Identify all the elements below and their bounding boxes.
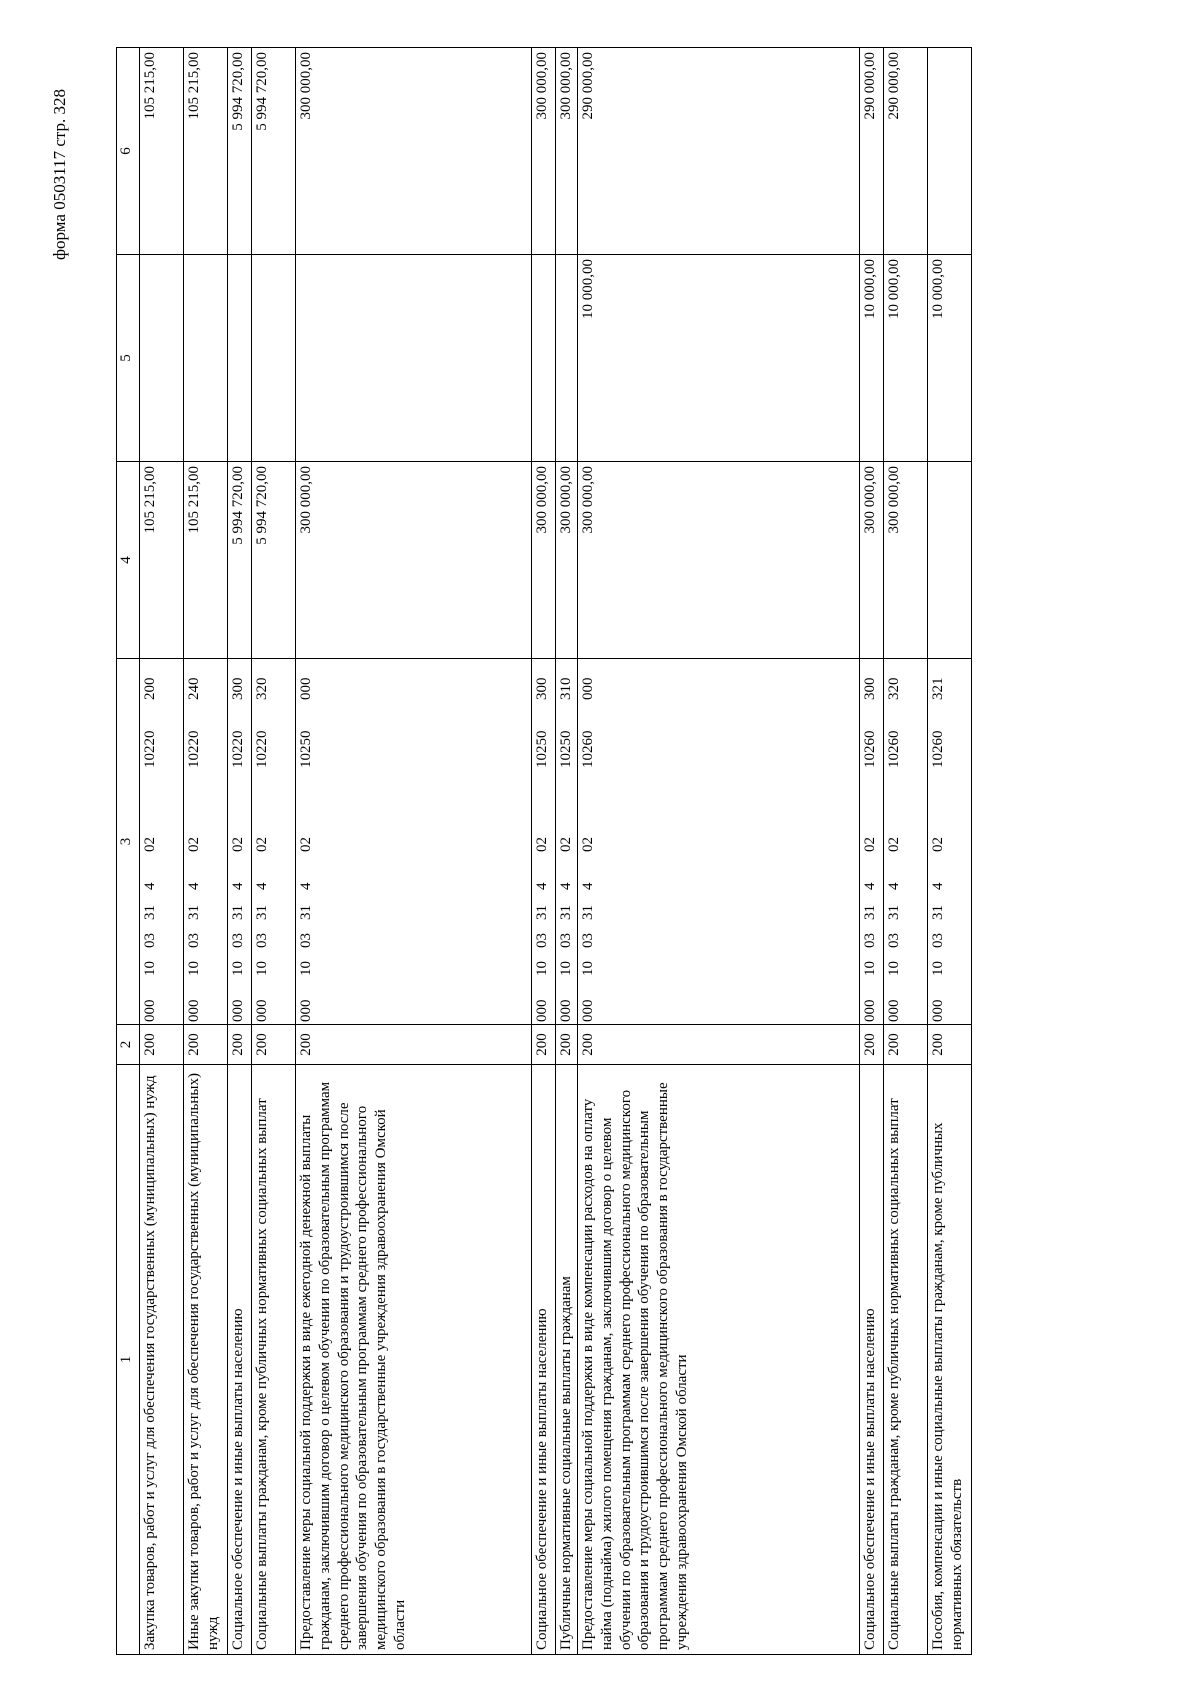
code-segment: 310 (558, 677, 574, 700)
code-segment: 200 (142, 677, 158, 700)
approved-amount: 5 994 720,00 (228, 462, 252, 659)
unexecuted-amount: 105 215,00 (140, 48, 184, 255)
code-segment: 10 (930, 961, 946, 976)
code-segment: 10 (186, 961, 202, 976)
code-segment: 10250 (298, 730, 314, 768)
executed-amount (532, 255, 556, 462)
line-code: 200 (532, 1025, 556, 1065)
code-segments (533, 661, 552, 1022)
code-segment: 4 (930, 882, 946, 890)
line-code: 200 (140, 1025, 184, 1065)
column-number-4: 4 (117, 462, 140, 659)
code-segment: 03 (534, 933, 550, 948)
code-segment: 02 (298, 837, 314, 852)
indicator-name: Пособия, компенсации и иные социальные выплаты гражданам, кроме публичных нормативных обязательств (928, 1065, 972, 1655)
budget-classification-code (296, 659, 532, 1025)
code-segment: 02 (186, 837, 202, 852)
column-number-row (117, 48, 140, 1655)
code-segment: 31 (298, 905, 314, 920)
form-page-header: форма 0503117 стр. 328 (50, 89, 69, 260)
code-segment: 300 (534, 677, 550, 700)
code-segment: 10260 (930, 730, 946, 768)
table-row (184, 48, 228, 1655)
unexecuted-amount: 105 215,00 (184, 48, 228, 255)
unexecuted-amount: 290 000,00 (578, 48, 860, 255)
code-segment: 000 (580, 999, 596, 1022)
unexecuted-amount: 300 000,00 (556, 48, 578, 255)
code-segment: 31 (142, 905, 158, 920)
approved-amount: 300 000,00 (578, 462, 860, 659)
budget-classification-code (578, 659, 860, 1025)
report-sheet (116, 48, 1036, 1655)
code-segment: 10220 (230, 730, 246, 768)
code-segment: 000 (186, 999, 202, 1022)
line-code: 200 (578, 1025, 860, 1065)
code-segment: 320 (254, 677, 270, 700)
code-segment: 31 (862, 905, 878, 920)
approved-amount: 105 215,00 (184, 462, 228, 659)
line-code: 200 (252, 1025, 296, 1065)
code-segment: 000 (558, 999, 574, 1022)
column-number-1: 1 (117, 1065, 140, 1655)
code-segment: 10250 (558, 730, 574, 768)
code-segment: 10 (254, 961, 270, 976)
column-number-6: 6 (117, 48, 140, 255)
code-segment: 31 (930, 905, 946, 920)
code-segment: 000 (254, 999, 270, 1022)
code-segment: 000 (862, 999, 878, 1022)
approved-amount: 105 215,00 (140, 462, 184, 659)
code-segment: 10250 (534, 730, 550, 768)
code-segment: 240 (186, 677, 202, 700)
table-row (296, 48, 532, 1655)
executed-amount (296, 255, 532, 462)
code-segment: 000 (930, 999, 946, 1022)
indicator-name: Социальные выплаты гражданам, кроме публичных нормативных социальных выплат (884, 1065, 928, 1655)
executed-amount (556, 255, 578, 462)
line-code: 200 (556, 1025, 578, 1065)
executed-amount: 10 000,00 (928, 255, 972, 462)
table-row (884, 48, 928, 1655)
table-row (228, 48, 252, 1655)
code-segments (297, 661, 316, 1022)
code-segment: 03 (230, 933, 246, 948)
approved-amount: 300 000,00 (296, 462, 532, 659)
code-segment: 31 (886, 905, 902, 920)
approved-amount (928, 462, 972, 659)
indicator-name: Иные закупки товаров, работ и услуг для обеспечения государственных (муниципальных) нужд (184, 1065, 228, 1655)
code-segment: 10220 (254, 730, 270, 768)
approved-amount: 5 994 720,00 (252, 462, 296, 659)
code-segment: 000 (886, 999, 902, 1022)
budget-classification-code (140, 659, 184, 1025)
code-segment: 4 (230, 882, 246, 890)
code-segment: 03 (254, 933, 270, 948)
table-row (532, 48, 556, 1655)
approved-amount: 300 000,00 (532, 462, 556, 659)
indicator-name: Социальные выплаты гражданам, кроме публичных нормативных социальных выплат (252, 1065, 296, 1655)
executed-amount (228, 255, 252, 462)
budget-classification-code (556, 659, 578, 1025)
code-segment: 321 (930, 677, 946, 700)
code-segment: 02 (558, 837, 574, 852)
budget-classification-code (184, 659, 228, 1025)
indicator-name: Публичные нормативные социальные выплаты гражданам (556, 1065, 578, 1655)
line-code: 200 (184, 1025, 228, 1065)
budget-classification-code (228, 659, 252, 1025)
budget-classification-code (884, 659, 928, 1025)
code-segment: 03 (298, 933, 314, 948)
code-segment: 4 (298, 882, 314, 890)
code-segment: 000 (142, 999, 158, 1022)
code-segments (579, 661, 598, 1022)
approved-amount: 300 000,00 (860, 462, 884, 659)
code-segment: 10220 (142, 730, 158, 768)
code-segments (929, 661, 948, 1022)
executed-amount: 10 000,00 (860, 255, 884, 462)
executed-amount: 10 000,00 (578, 255, 860, 462)
column-number-2: 2 (117, 1025, 140, 1065)
code-segment: 300 (862, 677, 878, 700)
indicator-name: Социальное обеспечение и иные выплаты населению (228, 1065, 252, 1655)
indicator-name: Социальное обеспечение и иные выплаты населению (532, 1065, 556, 1655)
unexecuted-amount: 300 000,00 (532, 48, 556, 255)
code-segment: 02 (142, 837, 158, 852)
code-segment: 31 (534, 905, 550, 920)
unexecuted-amount: 300 000,00 (296, 48, 532, 255)
code-segment: 10 (580, 961, 596, 976)
table-row (860, 48, 884, 1655)
code-segment: 10 (298, 961, 314, 976)
code-segment: 10260 (862, 730, 878, 768)
code-segment: 03 (580, 933, 596, 948)
code-segment: 300 (230, 677, 246, 700)
line-code: 200 (928, 1025, 972, 1065)
code-segment: 02 (230, 837, 246, 852)
code-segments (229, 661, 248, 1022)
code-segment: 10260 (886, 730, 902, 768)
code-segment: 4 (534, 882, 550, 890)
code-segment: 4 (862, 882, 878, 890)
code-segment: 10260 (580, 730, 596, 768)
budget-classification-code (252, 659, 296, 1025)
column-number-3: 3 (117, 659, 140, 1025)
code-segment: 02 (534, 837, 550, 852)
budget-classification-code (532, 659, 556, 1025)
indicator-name: Предоставление меры социальной поддержки в виде компенсации расходов на оплату найма (поднайма) жилого помещения гражданам, заключившим договор о целевом обучении по образовательным программам среднего профессионального медицинского образования и трудоустроившимся после завершения обучения по образовательным программам среднего профессионального медицинского образования в государственные учреждения здравоохранения Омской области (578, 1065, 860, 1655)
unexecuted-amount (928, 48, 972, 255)
code-segment: 02 (930, 837, 946, 852)
code-segment: 4 (142, 882, 158, 890)
code-segment: 31 (558, 905, 574, 920)
budget-classification-code (860, 659, 884, 1025)
code-segment: 10 (558, 961, 574, 976)
table-row (928, 48, 972, 1655)
indicator-name: Социальное обеспечение и иные выплаты населению (860, 1065, 884, 1655)
code-segment: 02 (254, 837, 270, 852)
line-code: 200 (884, 1025, 928, 1065)
executed-amount (184, 255, 228, 462)
approved-amount: 300 000,00 (884, 462, 928, 659)
approved-amount: 300 000,00 (556, 462, 578, 659)
code-segment: 000 (230, 999, 246, 1022)
code-segments (253, 661, 272, 1022)
executed-amount (252, 255, 296, 462)
indicator-name: Предоставление меры социальной поддержки в виде ежегодной денежной выплаты гражданам, заключившим договор о целевом обучении по образовательным программам среднего профессионального медицинского образования и трудоустроившимся после завершения обучения по образовательным программам среднего профессионального медицинского образования в государственные учреждения здравоохранения Омской области (296, 1065, 532, 1655)
column-number-5: 5 (117, 255, 140, 462)
unexecuted-amount: 290 000,00 (884, 48, 928, 255)
code-segment: 03 (862, 933, 878, 948)
code-segment: 000 (580, 677, 596, 700)
code-segment: 10 (142, 961, 158, 976)
code-segment: 31 (186, 905, 202, 920)
code-segment: 02 (580, 837, 596, 852)
table-row (556, 48, 578, 1655)
code-segment: 03 (886, 933, 902, 948)
code-segment: 31 (580, 905, 596, 920)
code-segment: 4 (886, 882, 902, 890)
line-code: 200 (860, 1025, 884, 1065)
budget-classification-code (928, 659, 972, 1025)
code-segment: 000 (298, 999, 314, 1022)
executed-amount: 10 000,00 (884, 255, 928, 462)
code-segment: 31 (254, 905, 270, 920)
code-segment: 000 (534, 999, 550, 1022)
code-segments (557, 661, 576, 1022)
code-segment: 320 (886, 677, 902, 700)
table-row (252, 48, 296, 1655)
line-code: 200 (228, 1025, 252, 1065)
line-code: 200 (296, 1025, 532, 1065)
unexecuted-amount: 5 994 720,00 (252, 48, 296, 255)
code-segments (141, 661, 160, 1022)
code-segment: 03 (186, 933, 202, 948)
code-segment: 10 (230, 961, 246, 976)
code-segment: 10 (886, 961, 902, 976)
code-segments (861, 661, 880, 1022)
code-segments (185, 661, 204, 1022)
code-segment: 000 (298, 677, 314, 700)
indicator-name: Закупка товаров, работ и услуг для обеспечения государственных (муниципальных) нужд (140, 1065, 184, 1655)
code-segment: 31 (230, 905, 246, 920)
code-segment: 10220 (186, 730, 202, 768)
code-segment: 4 (186, 882, 202, 890)
unexecuted-amount: 5 994 720,00 (228, 48, 252, 255)
unexecuted-amount: 290 000,00 (860, 48, 884, 255)
code-segment: 03 (142, 933, 158, 948)
code-segment: 02 (862, 837, 878, 852)
code-segment: 03 (930, 933, 946, 948)
code-segment: 4 (558, 882, 574, 890)
code-segment: 4 (580, 882, 596, 890)
executed-amount (140, 255, 184, 462)
code-segments (885, 661, 904, 1022)
code-segment: 10 (534, 961, 550, 976)
code-segment: 4 (254, 882, 270, 890)
table-row (578, 48, 860, 1655)
code-segment: 03 (558, 933, 574, 948)
code-segment: 10 (862, 961, 878, 976)
table-row (140, 48, 184, 1655)
budget-execution-table (116, 47, 972, 1655)
code-segment: 02 (886, 837, 902, 852)
